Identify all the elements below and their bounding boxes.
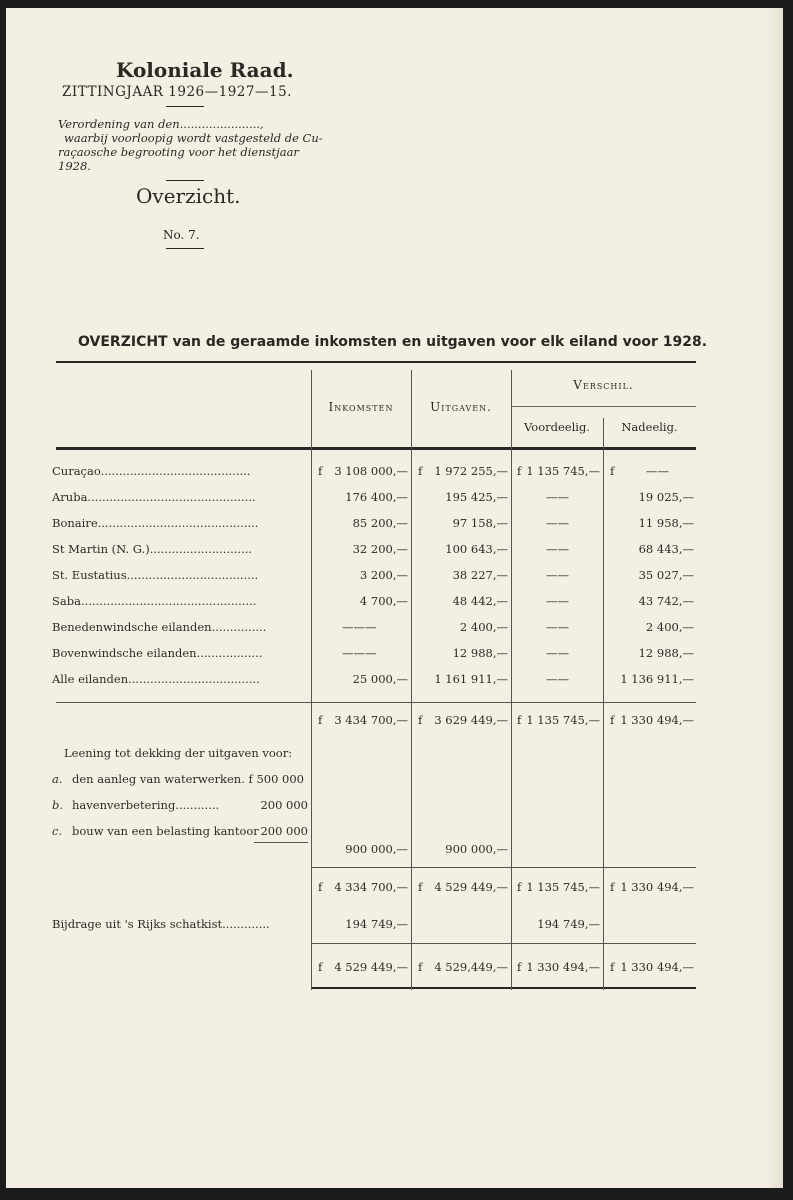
voordeelig-value: ——	[546, 542, 569, 556]
verschil-rule	[511, 406, 696, 407]
nadeelig-value: 11 958,—	[638, 516, 694, 530]
page-edge-shadow	[765, 8, 783, 1188]
loan-item-key: b.	[52, 798, 64, 812]
uitgaven-value: 4 529 449,—	[434, 880, 508, 894]
uitgaven-value: 3 629 449,—	[434, 713, 508, 727]
section-title: Overzicht.	[136, 184, 241, 208]
nadeelig-value: 1 330 494,—	[620, 713, 694, 727]
total-rule	[311, 943, 696, 944]
currency-mark: f	[610, 960, 615, 974]
inkomsten-value: 85 200,—	[352, 516, 408, 530]
header-bottom-rule	[56, 447, 696, 450]
col-rule-verschil	[511, 370, 512, 990]
row-label: Benedenwindsche eilanden...............	[52, 620, 267, 634]
uitgaven-value: 4 529,449,—	[434, 960, 508, 974]
inkomsten-value: 25 000,—	[352, 672, 408, 686]
header-voordeelig: Voordeelig.	[524, 420, 590, 434]
inkomsten-value: 3 200,—	[359, 568, 408, 582]
voordeelig-value: ——	[546, 646, 569, 660]
row-label: Saba................................................	[52, 594, 257, 608]
subtotal-rule-2	[311, 867, 696, 868]
uitgaven-value: 38 227,—	[452, 568, 508, 582]
currency-mark: f	[418, 880, 423, 894]
currency-mark: f	[318, 960, 323, 974]
header-nadeelig: Nadeelig.	[621, 420, 678, 434]
currency-mark: f	[610, 880, 615, 894]
inkomsten-value: 176 400,—	[345, 490, 408, 504]
subtotal-rule-1	[56, 702, 696, 703]
uitgaven-value: 48 442,—	[452, 594, 508, 608]
uitgaven-value: 100 643,—	[445, 542, 508, 556]
nadeelig-value: 1 136 911,—	[620, 672, 694, 686]
col-rule-uitgaven	[411, 370, 412, 990]
currency-mark: f	[610, 713, 615, 727]
header-rule-2	[166, 180, 204, 181]
row-label: Bonaire............................................	[52, 516, 259, 530]
voordeelig-value: ——	[546, 620, 569, 634]
inkomsten-value: ———	[342, 620, 377, 634]
currency-mark: f	[318, 713, 323, 727]
voordeelig-value: ——	[546, 594, 569, 608]
nadeelig-value: 1 330 494,—	[620, 960, 694, 974]
uitgaven-value: 97 158,—	[452, 516, 508, 530]
row-label: Bovenwindsche eilanden..................	[52, 646, 263, 660]
loan-item-amount: 200 000	[260, 798, 308, 812]
subject-line-1: Verordening van den......................,	[58, 117, 264, 131]
table-top-rule	[56, 361, 696, 363]
currency-mark: f	[418, 960, 423, 974]
inkomsten-value: ———	[342, 646, 377, 660]
loan-intro: Leening tot dekking der uitgaven voor:	[64, 746, 293, 760]
nadeelig-value: 12 988,—	[638, 646, 694, 660]
loan-item-text: den aanleg van waterwerken. f 500 000	[72, 772, 304, 786]
voordeelig-value: 1 135 745,—	[526, 464, 600, 478]
subject-line-4: 1928.	[58, 159, 91, 173]
loan-inkomsten-value: 900 000,—	[345, 842, 408, 856]
document-page	[6, 8, 783, 1188]
currency-mark: f	[517, 880, 522, 894]
col-rule-inkomsten	[311, 370, 312, 990]
inkomsten-value: 4 529 449,—	[334, 960, 408, 974]
uitgaven-value: 2 400,—	[459, 620, 508, 634]
row-label: Aruba..............................................	[52, 490, 256, 504]
header-verschil: Verschil.	[573, 378, 634, 392]
loan-item-text: bouw van een belasting kantoor	[72, 824, 259, 838]
uitgaven-value: 1 161 911,—	[434, 672, 508, 686]
currency-mark: f	[517, 464, 522, 478]
row-label: Alle eilanden....................................	[52, 672, 260, 686]
uitgaven-value: 195 425,—	[445, 490, 508, 504]
inkomsten-value: 32 200,—	[352, 542, 408, 556]
inkomsten-value: 3 434 700,—	[334, 713, 408, 727]
col-rule-nadeelig	[603, 418, 604, 990]
voordeelig-value: ——	[546, 672, 569, 686]
uitgaven-value: 1 972 255,—	[434, 464, 508, 478]
currency-mark: f	[318, 880, 323, 894]
header-inkomsten: Inkomsten	[328, 400, 394, 414]
bijdrage-label: Bijdrage uit 's Rijks schatkist.............	[52, 917, 270, 931]
row-label: Curaçao.........................................	[52, 464, 251, 478]
loan-item-text: havenverbetering............	[72, 798, 220, 812]
loan-sum-rule	[254, 842, 308, 843]
currency-mark: f	[318, 464, 323, 478]
voordeelig-value: ——	[546, 516, 569, 530]
subject-line-3: raçaosche begrooting voor het dienstjaar	[58, 145, 299, 159]
currency-mark: f	[610, 464, 615, 478]
row-label: St Martin (N. G.)............................	[52, 542, 253, 556]
voordeelig-value: ——	[546, 568, 569, 582]
nadeelig-value: 68 443,—	[638, 542, 694, 556]
inkomsten-value: 3 108 000,—	[334, 464, 408, 478]
header-uitgaven: Uitgaven.	[430, 400, 492, 414]
currency-mark: f	[418, 713, 423, 727]
header-title: Koloniale Raad.	[116, 58, 294, 82]
nadeelig-value: 2 400,—	[645, 620, 694, 634]
table-title: OVERZICHT van de geraamde inkomsten en uitgaven voor elk eiland voor 1928.	[78, 334, 708, 350]
subject-line-2: waarbij voorloopig wordt vastgesteld de Cu-	[64, 131, 323, 145]
voordeelig-value: ——	[546, 490, 569, 504]
header-rule-3	[166, 248, 204, 249]
uitgaven-value: 12 988,—	[452, 646, 508, 660]
currency-mark: f	[418, 464, 423, 478]
loan-item-amount: 200 000	[260, 824, 308, 838]
inkomsten-value: 4 334 700,—	[334, 880, 408, 894]
nadeelig-value: 19 025,—	[638, 490, 694, 504]
row-label: St. Eustatius....................................	[52, 568, 259, 582]
inkomsten-value: 4 700,—	[359, 594, 408, 608]
nadeelig-value: 35 027,—	[638, 568, 694, 582]
section-number: No. 7.	[163, 228, 200, 242]
loan-uitgaven-value: 900 000,—	[445, 842, 508, 856]
loan-item-key: a.	[52, 772, 63, 786]
currency-mark: f	[517, 713, 522, 727]
voordeelig-value: 1 330 494,—	[526, 960, 600, 974]
table-bottom-rule	[311, 987, 696, 989]
voordeelig-value: 1 135 745,—	[526, 880, 600, 894]
voordeelig-value: 194 749,—	[537, 917, 600, 931]
voordeelig-value: 1 135 745,—	[526, 713, 600, 727]
header-rule-1	[166, 106, 204, 107]
loan-item-key: c.	[52, 824, 63, 838]
header-session: ZITTINGJAAR 1926—1927—15.	[62, 84, 292, 100]
nadeelig-value: 1 330 494,—	[620, 880, 694, 894]
nadeelig-value: ——	[646, 464, 669, 478]
currency-mark: f	[517, 960, 522, 974]
inkomsten-value: 194 749,—	[345, 917, 408, 931]
nadeelig-value: 43 742,—	[638, 594, 694, 608]
